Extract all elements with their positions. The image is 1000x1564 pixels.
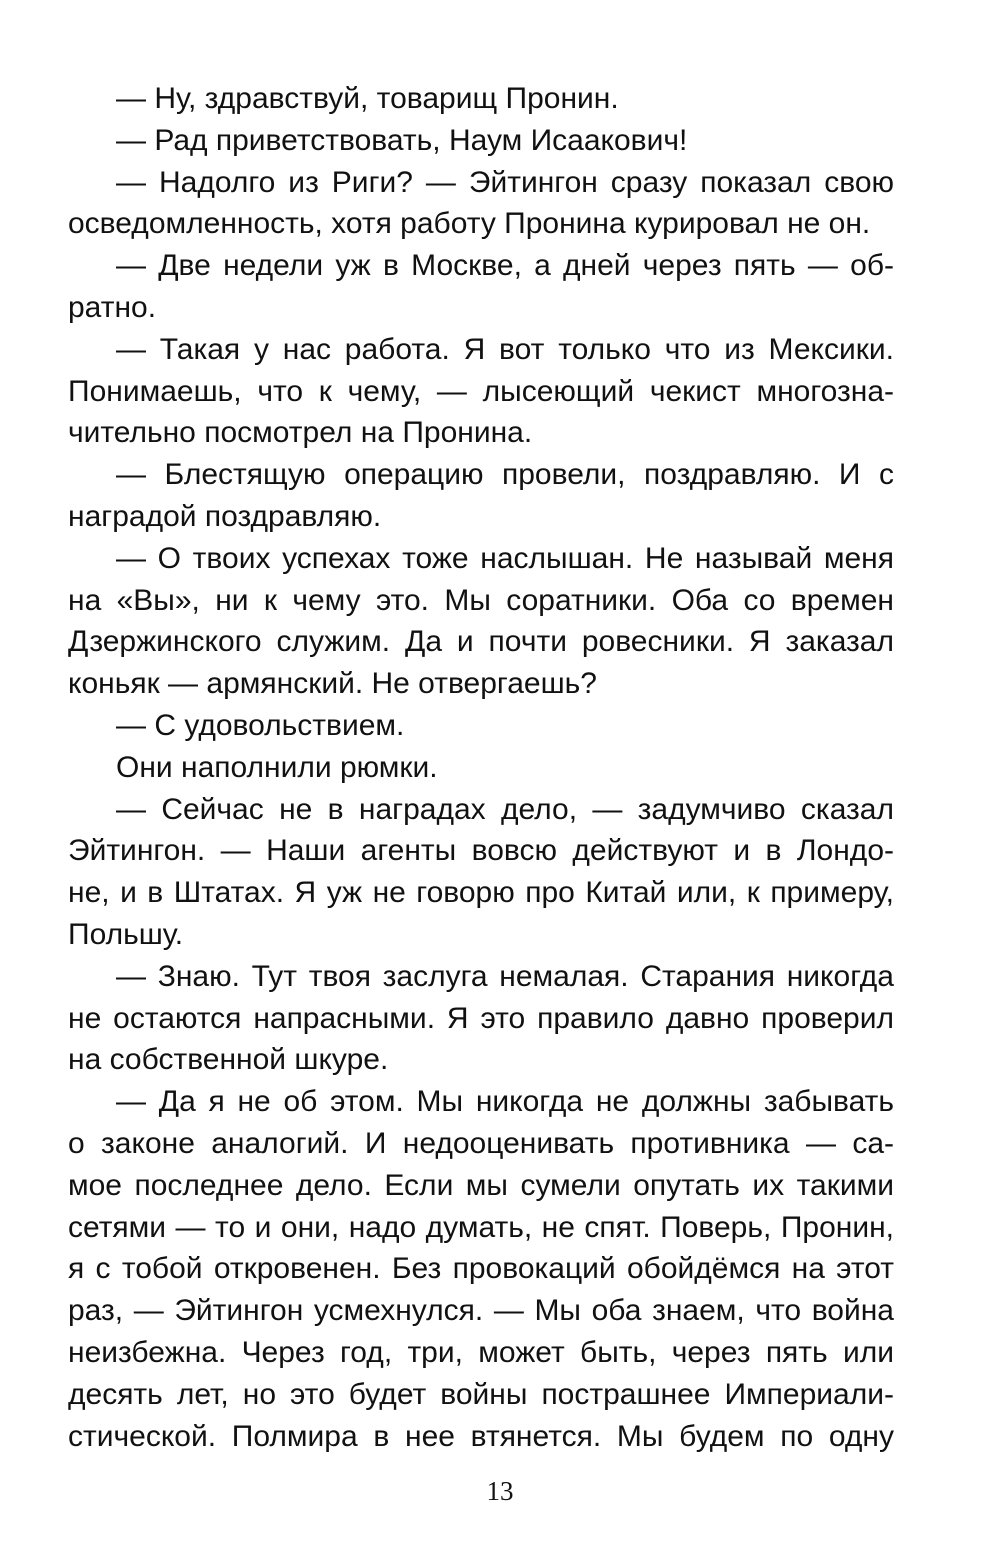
body-text: [68, 78, 894, 1457]
text-line: — Две недели уж в Москве, а дней через пять — об-: [116, 249, 894, 283]
text-line: стической. Полмира в нее втянется. Мы будем по одну: [68, 1419, 894, 1453]
text-line: я с тобой откровенен. Без провокаций обойдёмся на этот: [68, 1252, 894, 1286]
text-line: неизбежна. Через год, три, может быть, через пять или: [68, 1335, 894, 1369]
text-line: — О твоих успехах тоже наслышан. Не называй меня: [116, 541, 894, 575]
text-line: Они наполнили рюмки.: [116, 750, 438, 784]
text-line: — Блестящую операцию провели, поздравляю. И с: [116, 458, 894, 492]
text-line: не остаются напрасными. Я это правило давно проверил: [68, 1001, 894, 1035]
text-line: Дзержинского служим. Да и почти ровесники. Я заказал: [68, 625, 894, 659]
page-number: 13: [486, 1476, 514, 1506]
text-line: — С удовольствием.: [116, 708, 405, 742]
text-line: десять лет, но это будет войны пострашнее Империали-: [68, 1377, 894, 1411]
text-line: Эйтингон. — Наши агенты вовсю действуют и в Лондо-: [68, 834, 894, 868]
text-line: — Знаю. Тут твоя заслуга немалая. Старания никогда: [116, 959, 894, 993]
text-line: о законе аналогий. И недооценивать противника — са-: [68, 1126, 894, 1160]
text-line: осведомленность, хотя работу Пронина курировал не он.: [68, 207, 871, 241]
text-line: раз, — Эйтингон усмехнулся. — Мы оба знаем, что война: [68, 1294, 894, 1328]
text-line: чительно посмотрел на Пронина.: [68, 416, 533, 450]
text-line: Понимаешь, что к чему, — лысеющий чекист многозна-: [68, 374, 894, 408]
text-line: сетями — то и они, надо думать, не спят. Поверь, Пронин,: [68, 1210, 894, 1244]
text-line: — Такая у нас работа. Я вот только что из Мексики.: [116, 332, 894, 366]
text-line: — Рад приветствовать, Наум Исаакович!: [116, 123, 688, 157]
text-line: на «Вы», ни к чему это. Мы соратники. Оба со времен: [68, 583, 894, 617]
text-line: на собственной шкуре.: [68, 1043, 389, 1077]
text-line: — Да я не об этом. Мы никогда не должны забывать: [116, 1085, 894, 1119]
text-line: Польшу.: [68, 917, 184, 951]
text-line: коньяк — армянский. Не отвергаешь?: [68, 667, 597, 701]
text-line: мое последнее дело. Если мы сумели опутать их такими: [68, 1168, 894, 1202]
text-line: — Ну, здравствуй, товарищ Пронин.: [116, 82, 619, 115]
text-line: не, и в Штатах. Я уж не говорю про Китай или, к примеру,: [68, 876, 894, 910]
text-line: — Надолго из Риги? — Эйтингон сразу показал свою: [116, 165, 894, 199]
text-line: — Сейчас не в наградах дело, — задумчиво сказал: [116, 792, 894, 826]
text-line: ратно.: [68, 290, 157, 324]
text-line: наградой поздравляю.: [68, 499, 382, 533]
